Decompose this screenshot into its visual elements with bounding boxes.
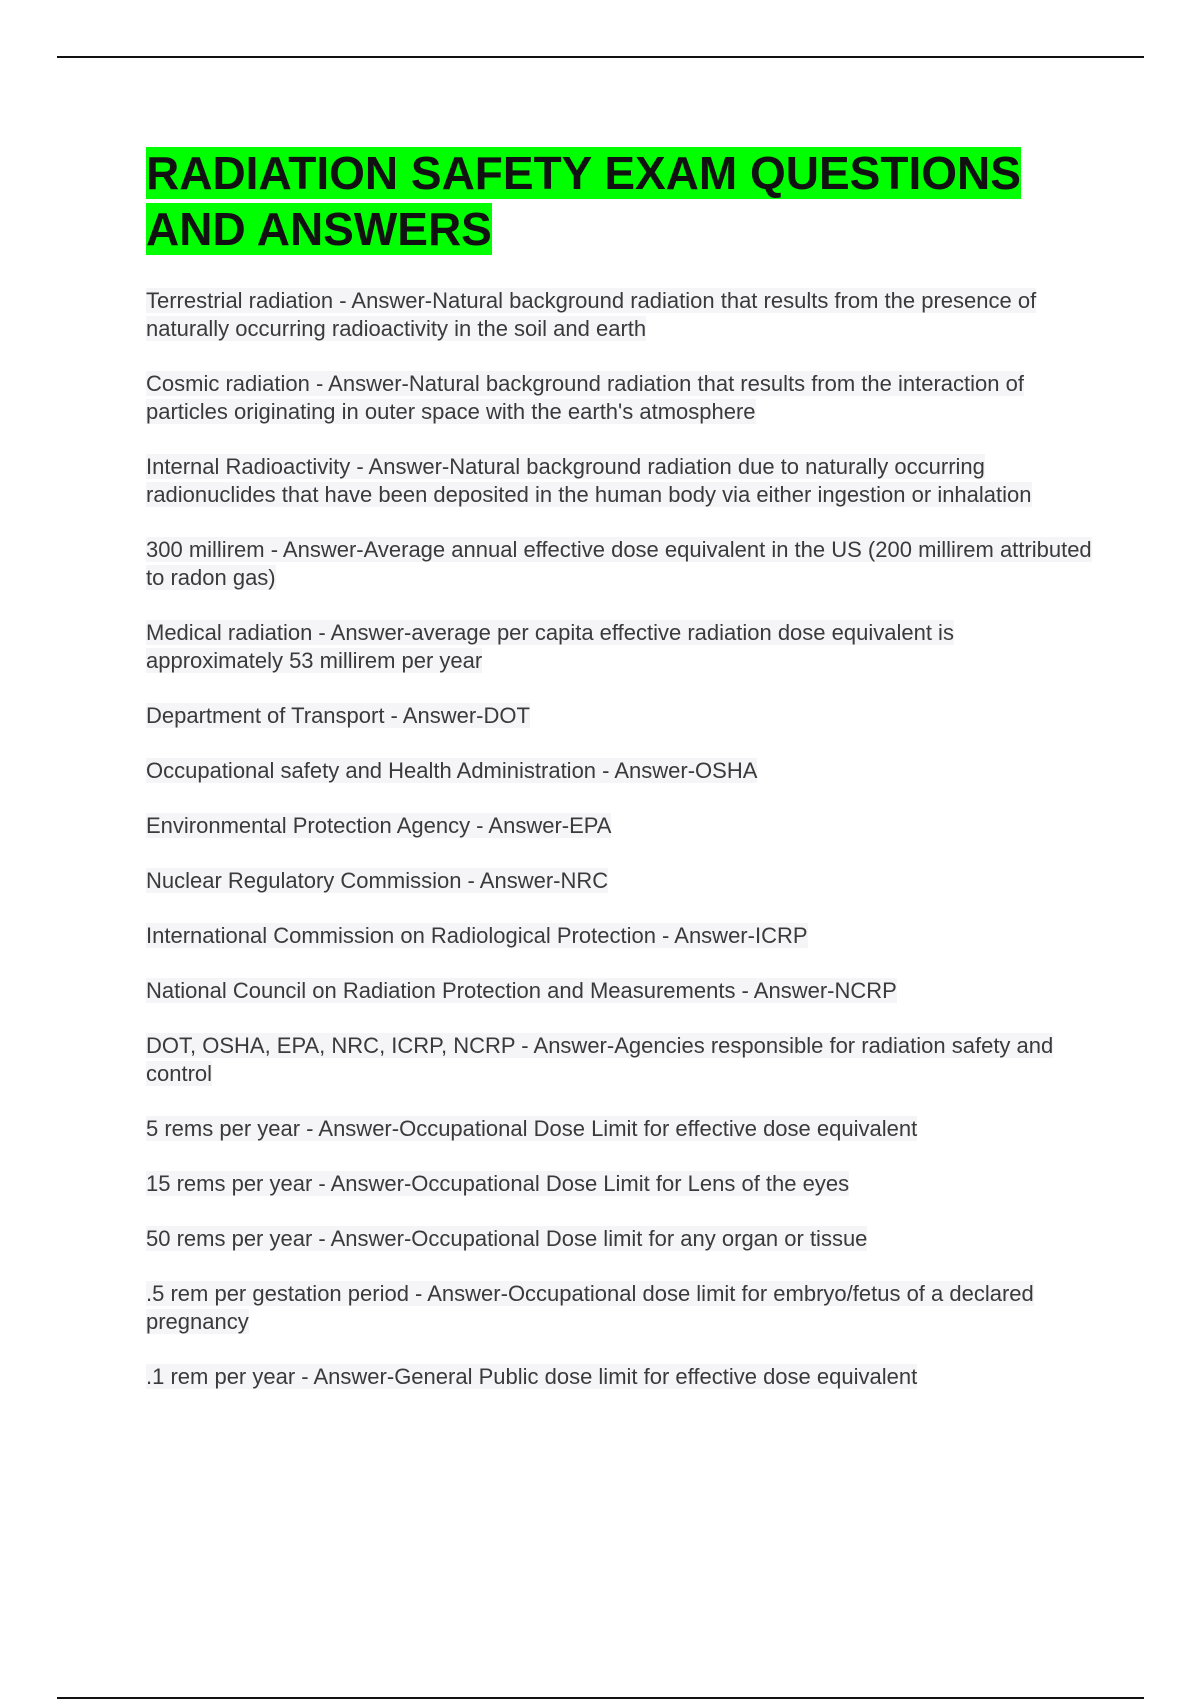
qa-entry: 50 rems per year - Answer-Occupational Dose limit for any organ or tissue <box>146 1226 868 1251</box>
qa-entry: Internal Radioactivity - Answer-Natural background radiation due to naturally occurring radionuclides that have been deposited in the human body via either ingestion or inhalation <box>146 454 1032 507</box>
qa-entry: .1 rem per year - Answer-General Public dose limit for effective dose equivalent <box>146 1364 918 1389</box>
bottom-rule <box>57 1697 1144 1699</box>
qa-entry: 5 rems per year - Answer-Occupational Dose Limit for effective dose equivalent <box>146 1116 918 1141</box>
qa-entry: Department of Transport - Answer-DOT <box>146 703 530 728</box>
qa-entry: 15 rems per year - Answer-Occupational Dose Limit for Lens of the eyes <box>146 1171 850 1196</box>
qa-entry: 300 millirem - Answer-Average annual effective dose equivalent in the US (200 millirem attributed to radon gas) <box>146 537 1092 590</box>
qa-entry: International Commission on Radiological Protection - Answer-ICRP <box>146 923 808 948</box>
qa-entry: Cosmic radiation - Answer-Natural background radiation that results from the interaction of particles originating in outer space with the earth's atmosphere <box>146 371 1024 424</box>
qa-entry: Nuclear Regulatory Commission - Answer-NRC <box>146 868 609 893</box>
qa-entry: .5 rem per gestation period - Answer-Occupational dose limit for embryo/fetus of a declared pregnancy <box>146 1281 1034 1334</box>
qa-entry: Medical radiation - Answer-average per capita effective radiation dose equivalent is approximately 53 millirem per year <box>146 620 954 673</box>
qa-entry: Environmental Protection Agency - Answer-EPA <box>146 813 612 838</box>
qa-entry: DOT, OSHA, EPA, NRC, ICRP, NCRP - Answer-Agencies responsible for radiation safety and control <box>146 1033 1054 1086</box>
title-highlight: RADIATION SAFETY EXAM QUESTIONS AND ANSWERS <box>146 147 1021 255</box>
top-rule <box>57 56 1144 58</box>
document-body <box>146 145 1096 1418</box>
qa-entry: Occupational safety and Health Administration - Answer-OSHA <box>146 758 758 783</box>
qa-entry: Terrestrial radiation - Answer-Natural background radiation that results from the presence of naturally occurring radioactivity in the soil and earth <box>146 288 1037 341</box>
document-title <box>146 145 1096 257</box>
qa-entry: National Council on Radiation Protection and Measurements - Answer-NCRP <box>146 978 897 1003</box>
